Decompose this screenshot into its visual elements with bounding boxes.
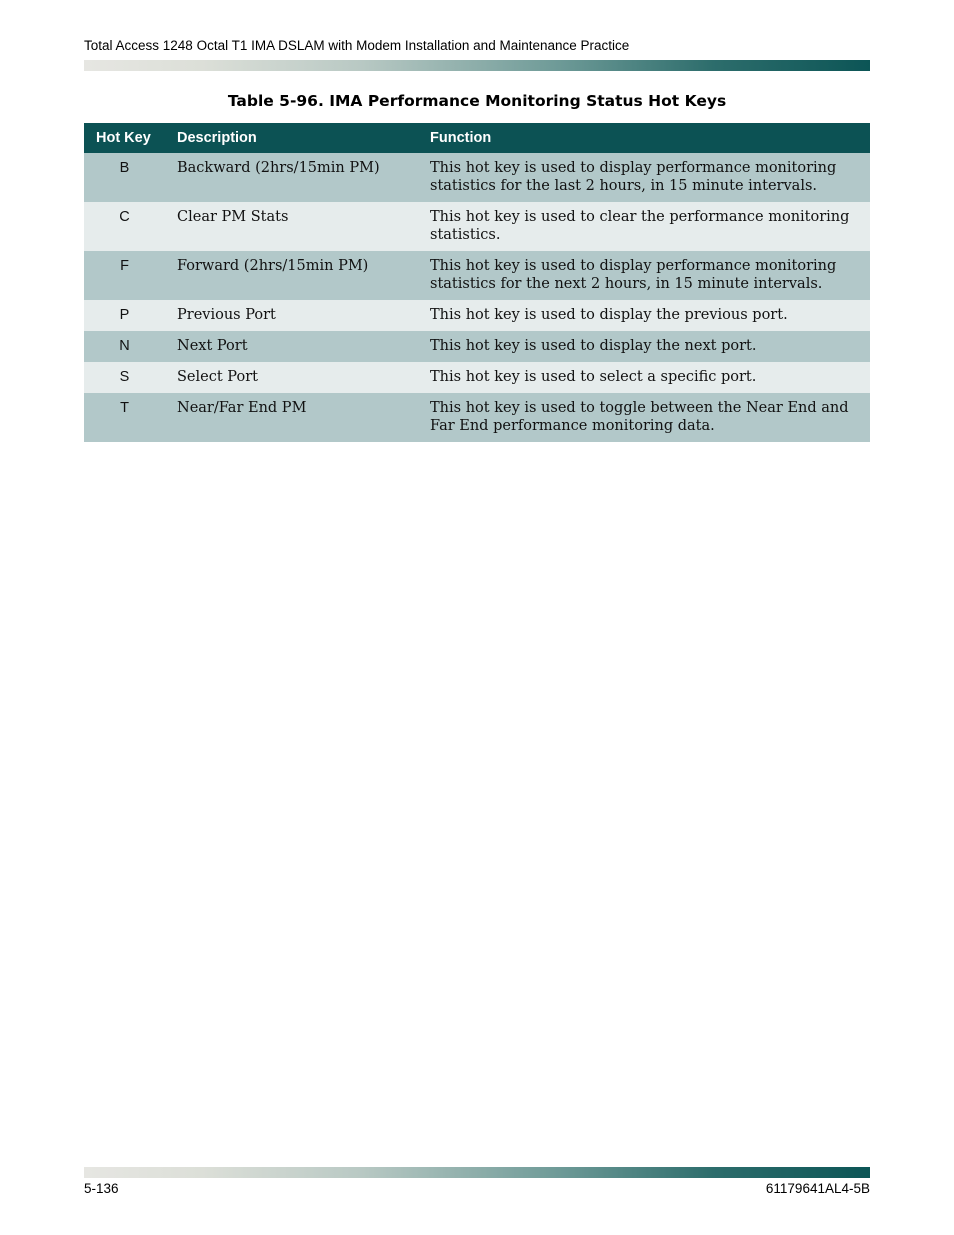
hot-key-cell: S	[84, 362, 165, 393]
table-row	[84, 300, 870, 331]
header-rule-bar	[84, 60, 870, 71]
hot-key-cell: N	[84, 331, 165, 362]
function-cell: This hot key is used to toggle between the Near End and Far End performance monitoring data.	[418, 393, 870, 442]
function-cell: This hot key is used to display the previous port.	[418, 300, 870, 331]
description-cell: Clear PM Stats	[165, 202, 418, 251]
footer-rule-bar	[84, 1167, 870, 1178]
function-cell: This hot key is used to clear the performance monitoring statistics.	[418, 202, 870, 251]
table-row	[84, 202, 870, 251]
table-row	[84, 251, 870, 300]
hot-keys-table	[84, 123, 870, 442]
running-header: Total Access 1248 Octal T1 IMA DSLAM with Modem Installation and Maintenance Practice	[84, 38, 630, 53]
description-cell: Backward (2hrs/15min PM)	[165, 153, 418, 202]
description-cell: Previous Port	[165, 300, 418, 331]
description-cell: Next Port	[165, 331, 418, 362]
function-cell: This hot key is used to display performance monitoring statistics for the next 2 hours, in 15 minute intervals.	[418, 251, 870, 300]
document-number: 61179641AL4-5B	[765, 1181, 870, 1196]
table-header-row	[84, 123, 870, 153]
function-cell: This hot key is used to display the next port.	[418, 331, 870, 362]
description-cell: Near/Far End PM	[165, 393, 418, 442]
column-header-function: Function	[418, 123, 870, 153]
description-cell: Select Port	[165, 362, 418, 393]
hot-key-cell: P	[84, 300, 165, 331]
description-cell: Forward (2hrs/15min PM)	[165, 251, 418, 300]
function-cell: This hot key is used to select a specific port.	[418, 362, 870, 393]
table-row	[84, 393, 870, 442]
column-header-description: Description	[165, 123, 418, 153]
table-row	[84, 153, 870, 202]
hot-key-cell: F	[84, 251, 165, 300]
table-row	[84, 362, 870, 393]
hot-key-cell: T	[84, 393, 165, 442]
page-number: 5-136	[84, 1181, 119, 1196]
column-header-hot-key: Hot Key	[84, 123, 165, 153]
table-row	[84, 331, 870, 362]
table-caption: Table 5-96. IMA Performance Monitoring Status Hot Keys	[227, 92, 727, 110]
hot-key-cell: B	[84, 153, 165, 202]
hot-key-cell: C	[84, 202, 165, 251]
function-cell: This hot key is used to display performance monitoring statistics for the last 2 hours, in 15 minute intervals.	[418, 153, 870, 202]
